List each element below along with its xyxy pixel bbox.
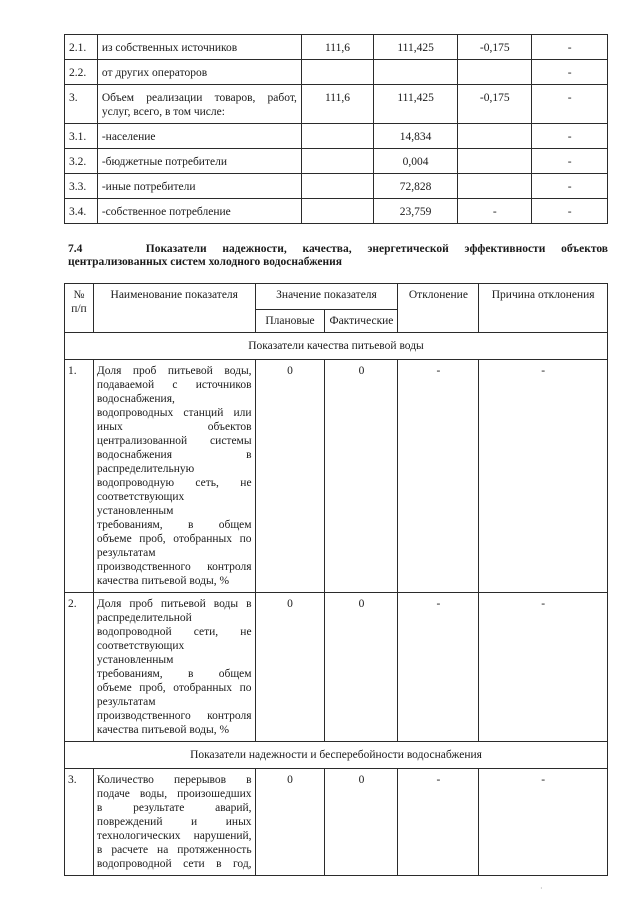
row-num: 3.3.	[65, 174, 98, 199]
row-num: 2.	[65, 593, 94, 742]
value-2	[374, 60, 458, 85]
row-name: -население	[97, 124, 301, 149]
table-row	[65, 199, 608, 224]
value-2: 111,425	[374, 35, 458, 60]
planned-value: 0	[255, 360, 325, 593]
header-actual: Фактические	[325, 310, 398, 333]
reason-value: -	[479, 593, 608, 742]
value-2: 72,828	[374, 174, 458, 199]
value-1	[301, 60, 373, 85]
deviation-value: -	[398, 360, 479, 593]
value-2: 0,004	[374, 149, 458, 174]
value-2: 111,425	[374, 85, 458, 124]
planned-value: 0	[255, 593, 325, 742]
value-3	[458, 124, 532, 149]
header-planned: Плановые	[255, 310, 325, 333]
value-3: -0,175	[458, 85, 532, 124]
section-heading	[68, 243, 608, 269]
indicator-name: Доля проб питьевой воды в распределительной водопроводной сети, не соответствующих установленным требованиям, в общем объеме проб, отобранных по результатам производственного контроля качества питьевой воды, %	[93, 593, 255, 742]
indicators-table	[64, 283, 608, 876]
table-row	[65, 124, 608, 149]
value-3: -0,175	[458, 35, 532, 60]
header-num: № п/п	[65, 284, 94, 333]
row-name: -иные потребители	[97, 174, 301, 199]
row-num: 3.2.	[65, 149, 98, 174]
section-row-reliability	[65, 742, 608, 769]
header-deviation: Отклонение	[398, 284, 479, 333]
row-name: от других операторов	[97, 60, 301, 85]
table-row	[65, 60, 608, 85]
value-4: -	[532, 35, 608, 60]
row-num: 2.1.	[65, 35, 98, 60]
header-name: Наименование показателя	[93, 284, 255, 333]
table-row	[65, 85, 608, 124]
value-4: -	[532, 174, 608, 199]
value-1: 111,6	[301, 85, 373, 124]
section-row-quality	[65, 333, 608, 360]
table-row	[65, 593, 608, 742]
row-name: -бюджетные потребители	[97, 149, 301, 174]
row-num: 3.1.	[65, 124, 98, 149]
value-1	[301, 149, 373, 174]
table-row	[65, 35, 608, 60]
actual-value: 0	[325, 593, 398, 742]
planned-value: 0	[255, 769, 325, 876]
value-1: 111,6	[301, 35, 373, 60]
row-num: 3.	[65, 85, 98, 124]
row-name: -собственное потребление	[97, 199, 301, 224]
reason-value: -	[479, 769, 608, 876]
table-row	[65, 769, 608, 876]
scan-speck: ·	[540, 884, 543, 893]
section-heading-line1: 7.4 Показатели надежности, качества, энергетической эффективности объектов	[68, 243, 608, 255]
header-reason: Причина отклонения	[479, 284, 608, 333]
value-4: -	[532, 60, 608, 85]
row-num: 3.4.	[65, 199, 98, 224]
table-row	[65, 360, 608, 593]
section-heading-line2: централизованных систем холодного водоснабжения	[68, 256, 342, 268]
value-3	[458, 174, 532, 199]
section-reliability-label: Показатели надежности и бесперебойности водоснабжения	[65, 742, 608, 769]
value-4: -	[532, 199, 608, 224]
header-value: Значение показателя	[255, 284, 398, 310]
deviation-value: -	[398, 769, 479, 876]
value-1	[301, 199, 373, 224]
actual-value: 0	[325, 360, 398, 593]
row-name: из собственных источников	[97, 35, 301, 60]
row-num: 3.	[65, 769, 94, 876]
deviation-value: -	[398, 593, 479, 742]
value-4: -	[532, 85, 608, 124]
indicator-name: Количество перерывов в подаче воды, произошедших в результате аварий, повреждений и иных технологических нарушений, в расчете на протяженность водопроводной сети в год,	[93, 769, 255, 876]
value-3	[458, 60, 532, 85]
value-2: 14,834	[374, 124, 458, 149]
table-row	[65, 149, 608, 174]
section-quality-label: Показатели качества питьевой воды	[65, 333, 608, 360]
actual-value: 0	[325, 769, 398, 876]
value-4: -	[532, 149, 608, 174]
value-1	[301, 124, 373, 149]
indicator-name: Доля проб питьевой воды, подаваемой с источников водоснабжения, водопроводных станций или иных объектов централизованной системы водоснабжения в распределительную водопроводную сеть, не соответствующих установленным требованиям, в общем объеме проб, отобранных по результатам производственного контроля качества питьевой воды, %	[93, 360, 255, 593]
value-3: -	[458, 199, 532, 224]
value-3	[458, 149, 532, 174]
row-num: 1.	[65, 360, 94, 593]
value-1	[301, 174, 373, 199]
value-2: 23,759	[374, 199, 458, 224]
row-num: 2.2.	[65, 60, 98, 85]
row-name: Объем реализации товаров, работ, услуг, всего, в том числе:	[97, 85, 301, 124]
value-4: -	[532, 124, 608, 149]
reason-value: -	[479, 360, 608, 593]
header-row	[65, 284, 608, 310]
production-table	[64, 34, 608, 224]
table-row	[65, 174, 608, 199]
